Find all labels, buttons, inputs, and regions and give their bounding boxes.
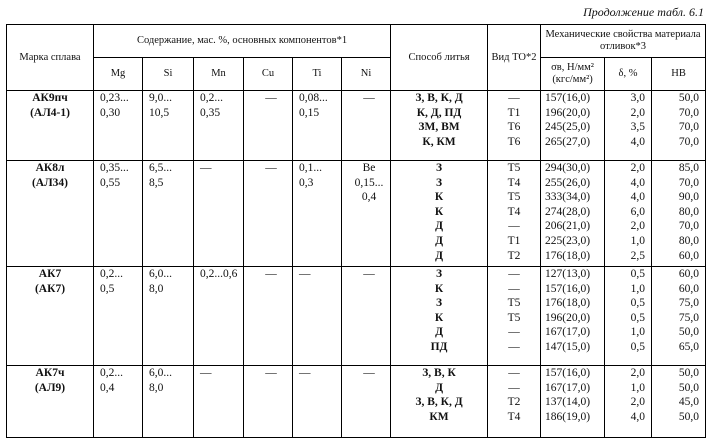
casting-method: К, КМ — [422, 135, 456, 148]
casting-method: ПД — [430, 340, 448, 353]
alloy-grade-cell — [7, 267, 94, 366]
si-value: 6,5... — [149, 162, 172, 174]
alloy-grade-cell — [7, 161, 94, 267]
si-value: 8,5 — [149, 176, 164, 189]
ni-value: — — [363, 92, 375, 104]
elongation-cell — [605, 91, 652, 161]
heat-treatment-cell — [488, 366, 541, 438]
alloy-grade: АК9пч — [32, 92, 68, 104]
elongation-cell — [605, 366, 652, 438]
elongation: 1,0 — [630, 234, 646, 247]
elongation: 4,0 — [630, 191, 646, 204]
hardness-hb-cell — [652, 267, 706, 366]
si-value: 6,0... — [149, 367, 172, 379]
mg-value-cell — [94, 267, 143, 366]
ni-value: — — [363, 367, 375, 379]
casting-method: З — [435, 162, 443, 174]
hardness-hb: 60,0 — [678, 249, 700, 262]
alloy-grade: АК7ч — [35, 367, 65, 379]
ti-value-cell — [293, 91, 342, 161]
alloy-grade: АК8л — [35, 162, 65, 174]
tensile-strength: 167(17,0) — [545, 326, 591, 339]
alloy-grade: (АК7) — [34, 282, 66, 295]
heat-treatment: Т5 — [507, 297, 521, 310]
casting-method: К, Д, ПД — [416, 106, 462, 119]
tensile-strength: 265(27,0) — [545, 135, 591, 148]
hardness-hb-cell — [652, 91, 706, 161]
casting-method: Д — [435, 220, 443, 233]
header-mn: Mn — [194, 58, 244, 91]
tensile-strength: 157(16,0) — [545, 367, 591, 379]
heat-treatment: — — [508, 381, 520, 394]
heat-treatment-cell — [488, 91, 541, 161]
mn-value-cell — [194, 267, 244, 366]
heat-treatment: Т5 — [507, 162, 521, 174]
tensile-strength-cell — [541, 366, 605, 438]
cu-value-cell — [244, 267, 293, 366]
elongation-cell — [605, 267, 652, 366]
ni-value-cell — [342, 91, 391, 161]
table-caption: Продолжение табл. 6.1 — [583, 5, 704, 19]
casting-method: Д — [435, 381, 443, 394]
mn-value: 0,2...0,6 — [200, 268, 238, 280]
heat-treatment: — — [508, 282, 520, 295]
mg-value-cell — [94, 91, 143, 161]
cu-value-cell — [244, 366, 293, 438]
heat-treatment: Т4 — [507, 176, 521, 189]
ti-value-cell — [293, 366, 342, 438]
ni-value: Be — [362, 162, 376, 174]
mg-value: 0,55 — [100, 176, 121, 189]
tensile-strength-cell — [541, 267, 605, 366]
hardness-hb: 75,0 — [678, 311, 700, 324]
hardness-hb: 85,0 — [678, 162, 700, 174]
alloy-grade-cell — [7, 91, 94, 161]
casting-method: З — [435, 297, 443, 310]
tensile-strength: 274(28,0) — [545, 205, 591, 218]
heat-treatment: Т6 — [507, 121, 521, 134]
tensile-strength: 245(25,0) — [545, 121, 591, 134]
elongation: 3,0 — [630, 92, 646, 104]
hardness-hb: 50,0 — [678, 367, 700, 379]
ni-value-cell — [342, 267, 391, 366]
mn-value: 0,2... — [200, 92, 223, 104]
casting-method: К — [434, 311, 444, 324]
ni-value: — — [363, 268, 375, 280]
elongation: 0,5 — [630, 268, 646, 280]
header-sigma — [541, 58, 605, 91]
mg-value: 0,2... — [100, 367, 123, 379]
mg-value-cell — [94, 161, 143, 267]
elongation: 4,0 — [630, 176, 646, 189]
casting-method: З — [435, 176, 443, 189]
hardness-hb: 50,0 — [678, 410, 700, 423]
casting-method: К — [434, 282, 444, 295]
header-composition: Содержание, мас. %, основных компонентов*1 — [94, 25, 391, 58]
casting-method: Д — [435, 326, 443, 339]
tensile-strength: 176(18,0) — [545, 249, 591, 262]
header-si: Si — [143, 58, 194, 91]
alloy-table — [6, 24, 706, 438]
tensile-strength: 186(19,0) — [545, 410, 591, 423]
si-value: 9,0... — [149, 92, 172, 104]
mg-value: 0,5 — [100, 282, 115, 295]
elongation: 0,5 — [630, 340, 646, 353]
elongation: 1,0 — [630, 326, 646, 339]
hardness-hb: 60,0 — [678, 282, 700, 295]
ni-value: 0,4 — [361, 191, 377, 204]
elongation-cell — [605, 161, 652, 267]
header-mechanical: Механические свойства материала отливок*3 — [541, 25, 706, 58]
heat-treatment: — — [508, 326, 520, 339]
tensile-strength: 167(17,0) — [545, 381, 591, 394]
cu-value-cell — [244, 161, 293, 267]
hardness-hb: 45,0 — [678, 396, 700, 409]
cu-value: — — [265, 162, 277, 174]
mn-value-cell — [194, 91, 244, 161]
ti-value: 0,08... — [299, 92, 328, 104]
header-ni: Ni — [342, 58, 391, 91]
mg-value-cell — [94, 366, 143, 438]
elongation: 6,0 — [630, 205, 646, 218]
elongation: 3,5 — [630, 121, 646, 134]
mn-value-cell — [194, 161, 244, 267]
header-cu: Cu — [244, 58, 293, 91]
si-value: 8,0 — [149, 282, 164, 295]
mg-value: 0,35... — [100, 162, 129, 174]
hardness-hb-cell — [652, 161, 706, 267]
cu-value: — — [265, 92, 277, 104]
header-sigma-line1: σв, Н/мм² — [551, 62, 594, 73]
tensile-strength: 137(14,0) — [545, 396, 591, 409]
hardness-hb: 70,0 — [678, 176, 700, 189]
heat-treatment: Т6 — [507, 135, 521, 148]
mn-value: 0,35 — [200, 106, 221, 119]
elongation: 0,5 — [630, 297, 646, 310]
hardness-hb: 65,0 — [678, 340, 700, 353]
heat-treatment: Т1 — [507, 106, 521, 119]
header-casting: Способ литья — [391, 25, 488, 91]
mn-value: — — [200, 162, 212, 174]
heat-treatment: — — [508, 220, 520, 233]
mn-value: — — [200, 367, 212, 379]
hardness-hb: 50,0 — [678, 326, 700, 339]
casting-method: Д — [435, 249, 443, 262]
hardness-hb: 75,0 — [678, 297, 700, 310]
cu-value-cell — [244, 91, 293, 161]
elongation: 2,0 — [630, 396, 646, 409]
ti-value: 0,15 — [299, 106, 320, 119]
hardness-hb: 90,0 — [678, 191, 700, 204]
elongation: 2,0 — [630, 367, 646, 379]
casting-method: З, В, К, Д — [415, 92, 463, 104]
alloy-grade: (АЛ4-1) — [30, 106, 70, 119]
tensile-strength: 127(13,0) — [545, 268, 591, 280]
ti-value-cell — [293, 161, 342, 267]
tensile-strength: 225(23,0) — [545, 234, 591, 247]
si-value-cell — [143, 91, 194, 161]
casting-method-cell — [391, 366, 488, 438]
elongation: 1,0 — [630, 381, 646, 394]
heat-treatment-cell — [488, 161, 541, 267]
tensile-strength: 196(20,0) — [545, 106, 591, 119]
tensile-strength-cell — [541, 91, 605, 161]
tensile-strength: 206(21,0) — [545, 220, 591, 233]
casting-method: КМ — [429, 410, 449, 423]
heat-treatment: — — [508, 340, 520, 353]
elongation: 4,0 — [630, 135, 646, 148]
header-sigma-line2: (кгс/мм²) — [552, 74, 593, 85]
ni-value: 0,15... — [354, 176, 384, 189]
hardness-hb: 50,0 — [678, 92, 700, 104]
heat-treatment-cell — [488, 267, 541, 366]
header-mg: Mg — [94, 58, 143, 91]
ni-value-cell — [342, 366, 391, 438]
ni-value-cell — [342, 161, 391, 267]
casting-method-cell — [391, 161, 488, 267]
alloy-grade: (АЛ9) — [34, 381, 66, 394]
casting-method: Д — [435, 234, 443, 247]
elongation: 2,0 — [630, 220, 646, 233]
alloy-grade-cell — [7, 366, 94, 438]
header-hb: HB — [652, 58, 706, 91]
hardness-hb: 70,0 — [678, 220, 700, 233]
cu-value: — — [265, 367, 277, 379]
mg-value: 0,4 — [100, 381, 115, 394]
ti-value: 0,3 — [299, 176, 314, 189]
mg-value: 0,30 — [100, 106, 121, 119]
heat-treatment: Т4 — [507, 205, 521, 218]
casting-method: З, В, К — [422, 367, 456, 379]
elongation: 0,5 — [630, 311, 646, 324]
hardness-hb: 70,0 — [678, 121, 700, 134]
hardness-hb: 80,0 — [678, 234, 700, 247]
tensile-strength: 147(15,0) — [545, 340, 591, 353]
casting-method: К — [434, 191, 444, 204]
alloy-grade: АК7 — [38, 268, 62, 280]
header-ti: Ti — [293, 58, 342, 91]
elongation: 2,0 — [630, 106, 646, 119]
heat-treatment: — — [508, 92, 520, 104]
hardness-hb: 70,0 — [678, 106, 700, 119]
si-value: 8,0 — [149, 381, 164, 394]
mn-value-cell — [194, 366, 244, 438]
ti-value-cell — [293, 267, 342, 366]
tensile-strength-cell — [541, 161, 605, 267]
casting-method-cell — [391, 91, 488, 161]
si-value: 10,5 — [149, 106, 170, 119]
tensile-strength: 294(30,0) — [545, 162, 591, 174]
header-heat-treatment: Вид ТО*2 — [488, 25, 541, 91]
heat-treatment: — — [508, 268, 520, 280]
table-row — [7, 267, 706, 366]
alloy-grade: (АЛ34) — [31, 176, 69, 189]
tensile-strength: 333(34,0) — [545, 191, 591, 204]
heat-treatment: Т1 — [507, 234, 521, 247]
ti-value: 0,1... — [299, 162, 322, 174]
ti-value: — — [299, 367, 311, 379]
elongation: 1,0 — [630, 282, 646, 295]
heat-treatment: Т5 — [507, 311, 521, 324]
elongation: 4,0 — [630, 410, 646, 423]
casting-method-cell — [391, 267, 488, 366]
si-value-cell — [143, 366, 194, 438]
hardness-hb-cell — [652, 366, 706, 438]
casting-method: ЗМ, ВМ — [418, 121, 460, 134]
header-grade: Марка сплава — [7, 25, 94, 91]
heat-treatment: Т2 — [507, 249, 521, 262]
casting-method: З, В, К, Д — [415, 396, 463, 409]
hardness-hb: 60,0 — [678, 268, 700, 280]
ti-value: — — [299, 268, 311, 280]
heat-treatment: Т5 — [507, 191, 521, 204]
hardness-hb: 80,0 — [678, 205, 700, 218]
hardness-hb: 50,0 — [678, 381, 700, 394]
table-row — [7, 161, 706, 267]
cu-value: — — [265, 268, 277, 280]
si-value-cell — [143, 161, 194, 267]
table-row — [7, 366, 706, 438]
heat-treatment: Т2 — [507, 396, 521, 409]
casting-method: К — [434, 205, 444, 218]
elongation: 2,5 — [630, 249, 646, 262]
tensile-strength: 196(20,0) — [545, 311, 591, 324]
heat-treatment: Т4 — [507, 410, 521, 423]
tensile-strength: 157(16,0) — [545, 92, 591, 104]
hardness-hb: 70,0 — [678, 135, 700, 148]
casting-method: З — [435, 268, 443, 280]
tensile-strength: 255(26,0) — [545, 176, 591, 189]
tensile-strength: 157(16,0) — [545, 282, 591, 295]
elongation: 2,0 — [630, 162, 646, 174]
tensile-strength: 176(18,0) — [545, 297, 591, 310]
si-value-cell — [143, 267, 194, 366]
table-row — [7, 91, 706, 161]
header-delta: δ, % — [605, 58, 652, 91]
mg-value: 0,23... — [100, 92, 129, 104]
mg-value: 0,2... — [100, 268, 123, 280]
si-value: 6,0... — [149, 268, 172, 280]
heat-treatment: — — [508, 367, 520, 379]
